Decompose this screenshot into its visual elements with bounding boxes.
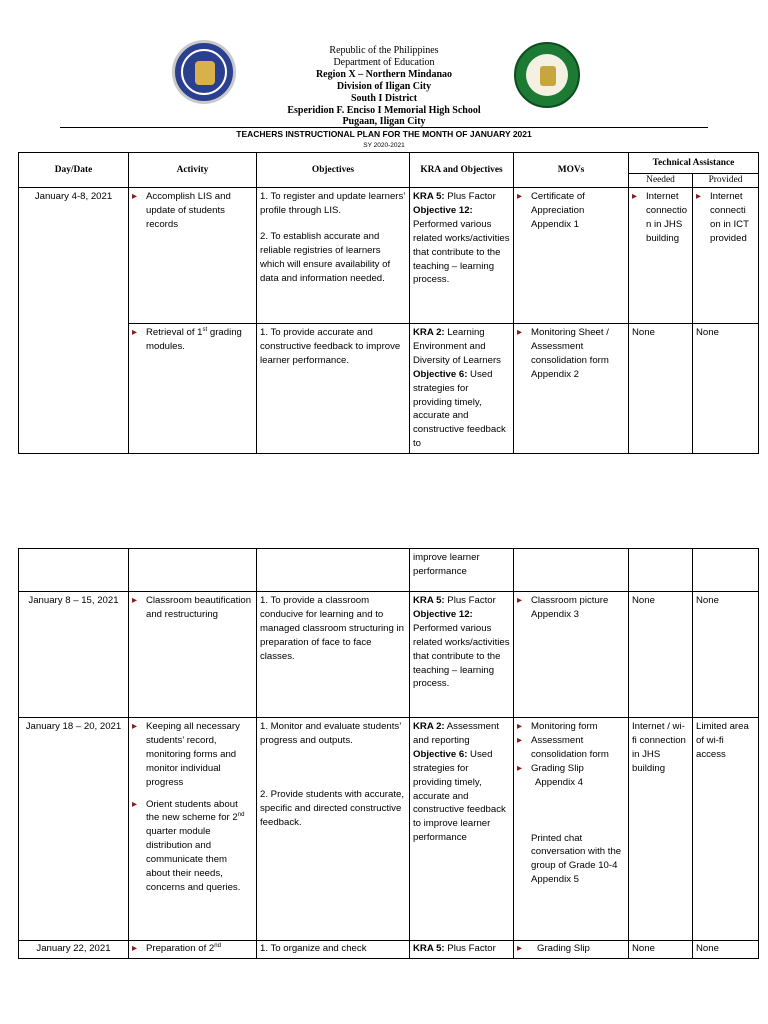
activity-item: ▸ Preparation of 2nd xyxy=(132,942,253,956)
provided-cell: None xyxy=(693,941,759,959)
col-header-movs: MOVs xyxy=(514,153,629,188)
needed-cell xyxy=(629,549,693,592)
objective-text: Used strategies for providing timely, accurate and constructive feedback to improve learner performance xyxy=(413,748,506,844)
provided-cell xyxy=(693,188,759,324)
objective-text: Performed various related works/activities that contribute to the teaching – learning process. xyxy=(413,218,510,286)
date-cell: January 8 – 15, 2021 xyxy=(19,592,129,718)
objective-item: 1. To provide a classroom conducive for learning and to managed classroom structuring in preparation of face to face classes. xyxy=(260,595,404,662)
date-cell: January 18 – 20, 2021 xyxy=(19,718,129,941)
col-header-kra: KRA and Objectives xyxy=(410,153,514,188)
kra-text: Plus Factor xyxy=(444,191,496,202)
kra-cell xyxy=(410,941,514,959)
objective-text: Performed various related works/activities that contribute to the teaching – learning process. xyxy=(413,622,510,690)
kra-label: KRA 5: xyxy=(413,943,445,954)
mov-cell xyxy=(514,549,629,592)
header-divider xyxy=(60,127,708,128)
activity-item: ▸ Classroom beautification and restructuring xyxy=(132,594,253,622)
provided-cell: None xyxy=(693,592,759,718)
activity-cell xyxy=(129,718,257,941)
objectives-cell xyxy=(257,549,410,592)
plan-title: TEACHERS INSTRUCTIONAL PLAN FOR THE MONTH OF JANUARY 2021 xyxy=(236,129,532,139)
kra-label: KRA 5: xyxy=(413,191,445,202)
activity-item: ▸ Retrieval of 1st grading modules. xyxy=(132,326,253,354)
mov-item: ▸ Monitoring form xyxy=(517,720,625,734)
objective-item: 1. To register and update learners’ profile through LIS. xyxy=(260,191,406,216)
plan-table-page-1 xyxy=(18,152,759,454)
objectives-cell xyxy=(257,188,410,324)
needed-cell: None xyxy=(629,324,693,454)
col-header-provided: Provided xyxy=(693,174,759,188)
table-row xyxy=(19,941,759,959)
header-address: Pugaan, Iligan City xyxy=(342,116,426,127)
kra-label: KRA 5: xyxy=(413,595,445,606)
date-cell: January 4-8, 2021 xyxy=(19,188,129,454)
provided-cell xyxy=(693,549,759,592)
activity-cell xyxy=(129,549,257,592)
kra-text: Assessment and reporting xyxy=(413,721,500,746)
mov-item: ▸ Classroom picture Appendix 3 xyxy=(517,594,625,622)
objectives-cell: 1. To organize and check xyxy=(257,941,410,959)
header-division: Division of Iligan City xyxy=(336,81,432,92)
kra-cell xyxy=(410,592,514,718)
mov-item: ▸ Grading Slip xyxy=(517,762,625,776)
date-cell xyxy=(19,549,129,592)
needed-cell: None xyxy=(629,941,693,959)
header-republic: Republic of the Philippines xyxy=(329,45,439,56)
mov-item: ▸ Grading Slip xyxy=(517,942,625,956)
needed-cell xyxy=(629,188,693,324)
mov-cell xyxy=(514,188,629,324)
col-header-needed: Needed xyxy=(629,174,693,188)
kra-text: Learning Environment and Diversity of Learners xyxy=(413,327,501,366)
needed-cell: None xyxy=(629,592,693,718)
kra-text: Plus Factor xyxy=(444,943,496,954)
table-row xyxy=(19,549,759,592)
header-school: Esperidion F. Enciso I Memorial High School xyxy=(287,105,481,116)
objective-label: Objective 12: xyxy=(413,608,473,620)
table-row xyxy=(19,718,759,941)
activity-cell xyxy=(129,592,257,718)
mov-item: ▸ Monitoring Sheet / Assessment consolidation form Appendix 2 xyxy=(517,326,625,382)
school-year: SY 2020-2021 xyxy=(363,142,405,149)
objective-label: Objective 12: xyxy=(413,204,473,216)
table-row xyxy=(19,592,759,718)
mov-item: ▸ Assessment consolidation form xyxy=(517,734,625,762)
objective-label: Objective 6: xyxy=(413,368,468,380)
objective-item: 1. To provide accurate and constructive feedback to improve learner performance. xyxy=(260,327,401,366)
objective-text: Used strategies for providing timely, accurate and constructive feedback to xyxy=(413,368,506,450)
document-header xyxy=(0,0,768,152)
objectives-cell xyxy=(257,592,410,718)
objective-item: 2. To establish accurate and reliable registries of learners which will ensure availability of data and information needed. xyxy=(260,230,391,284)
col-header-date: Day/Date xyxy=(19,153,129,188)
needed-item: ▸ Internet connectio n in JHS building xyxy=(632,190,689,246)
date-cell: January 22, 2021 xyxy=(19,941,129,959)
activity-item: ▸ Accomplish LIS and update of students records xyxy=(132,190,253,232)
mov-item: ▸ Certificate of Appreciation Appendix 1 xyxy=(517,190,625,232)
objective-item: 2. Provide students with accurate, specific and directed constructive feedback. xyxy=(260,788,404,828)
objectives-cell xyxy=(257,324,410,454)
kra-cell: improve learner performance xyxy=(410,549,514,592)
needed-cell: Internet / wi-fi connection in JHS building xyxy=(629,718,693,941)
table-row xyxy=(19,324,759,454)
kra-text: Plus Factor xyxy=(444,595,496,606)
mov-cell xyxy=(514,718,629,941)
mov-item: Appendix 4 xyxy=(535,776,584,788)
activity-cell xyxy=(129,188,257,324)
kra-cell xyxy=(410,718,514,941)
col-header-objectives: Objectives xyxy=(257,153,410,188)
mov-cell xyxy=(514,592,629,718)
kra-cell xyxy=(410,324,514,454)
provided-cell: None xyxy=(693,324,759,454)
header-department: Department of Education xyxy=(333,57,435,68)
activity-cell xyxy=(129,324,257,454)
activity-cell xyxy=(129,941,257,959)
provided-item: ▸ Internet connecti on in ICT provided xyxy=(696,190,755,246)
activity-item: ▸ Orient students about the new scheme for 2nd quarter module distribution and communicate them about their needs, concerns and queries. xyxy=(132,798,253,895)
table-row xyxy=(19,188,759,324)
objective-item: 1. Monitor and evaluate students’ progress and outputs. xyxy=(260,721,401,746)
activity-item: ▸ Keeping all necessary students’ record, monitoring forms and monitor individual progress xyxy=(132,720,253,790)
objectives-cell xyxy=(257,718,410,941)
header-district: South I District xyxy=(350,93,418,104)
kra-label: KRA 2: xyxy=(413,327,445,338)
plan-table-page-2 xyxy=(18,548,759,959)
mov-cell xyxy=(514,324,629,454)
provided-cell: Limited area of wi-fi access xyxy=(693,718,759,941)
kra-cell xyxy=(410,188,514,324)
mov-cell xyxy=(514,941,629,959)
col-header-activity: Activity xyxy=(129,153,257,188)
header-region: Region X – Northern Mindanao xyxy=(315,69,453,80)
col-header-technical-assistance: Technical Assistance xyxy=(629,153,759,174)
kra-label: KRA 2: xyxy=(413,721,445,732)
mov-item: Printed chat conversation with the group of Grade 10-4 Appendix 5 xyxy=(531,832,622,886)
objective-label: Objective 6: xyxy=(413,748,468,760)
